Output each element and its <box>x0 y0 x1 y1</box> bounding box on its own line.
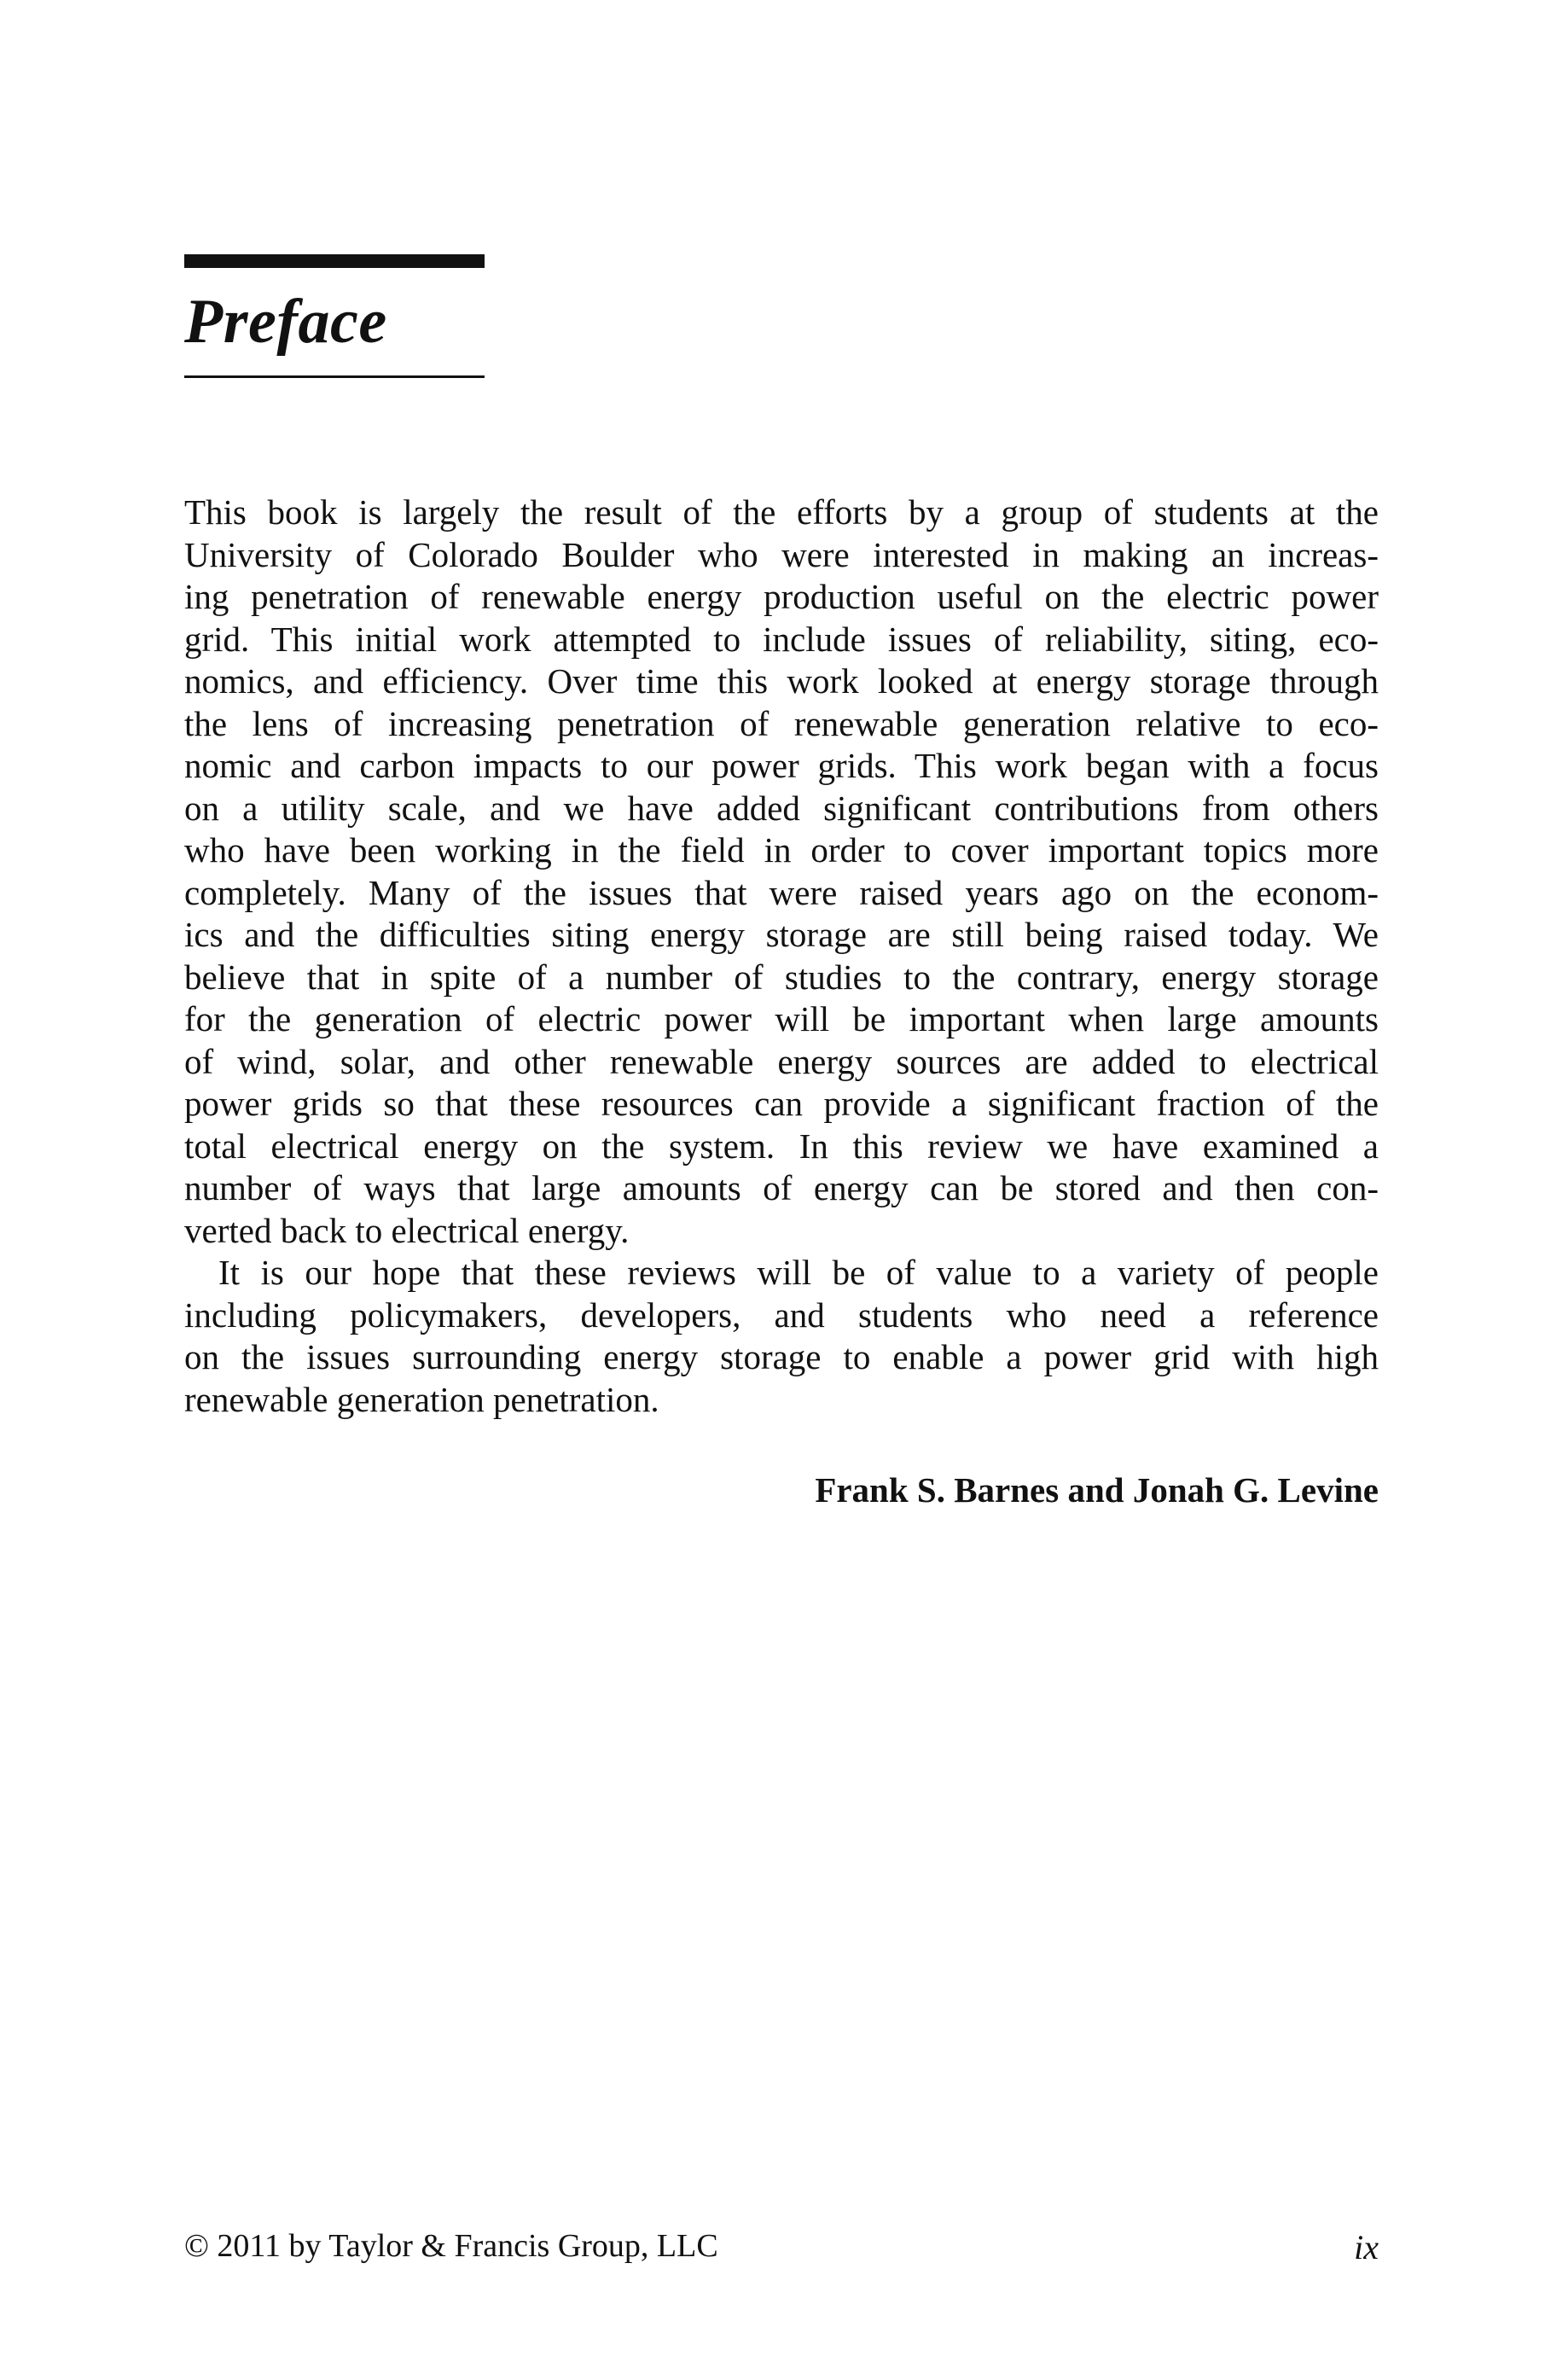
author-signature: Frank S. Barnes and Jonah G. Levine <box>815 1470 1379 1510</box>
page-number: ix <box>1354 2228 1379 2266</box>
text-line: believe that in spite of a number of studies to the contrary, energy storage <box>184 957 1379 997</box>
text-line: It is our hope that these reviews will be of value to a variety of people <box>218 1253 1379 1292</box>
text-line: on the issues surrounding energy storage to enable a power grid with high <box>184 1337 1379 1376</box>
text-line: who have been working in the field in order to cover important topics more <box>184 830 1379 870</box>
text-line: This book is largely the result of the efforts by a group of students at the <box>184 492 1379 532</box>
text-line: for the generation of electric power will be important when large amounts <box>184 999 1379 1039</box>
text-line: power grids so that these resources can provide a significant fraction of the <box>184 1084 1379 1123</box>
text-line: completely. Many of the issues that were raised years ago on the econom- <box>184 872 1379 912</box>
text-line: ics and the difficulties siting energy storage are still being raised today. We <box>184 915 1379 954</box>
paragraph-1 <box>184 492 1379 1252</box>
copyright-notice: © 2011 by Taylor & Francis Group, LLC <box>184 2228 718 2264</box>
text-line: the lens of increasing penetration of renewable generation relative to eco- <box>184 703 1379 743</box>
title-block <box>184 254 485 378</box>
text-line: ing penetration of renewable energy production useful on the electric power <box>184 577 1379 616</box>
body-text <box>184 492 1379 1421</box>
text-line: on a utility scale, and we have added significant contributions from others <box>184 788 1379 828</box>
text-line: University of Colorado Boulder who were interested in making an increas- <box>184 534 1379 574</box>
text-line: number of ways that large amounts of energy can be stored and then con- <box>184 1168 1379 1207</box>
title-rule-top <box>184 254 485 268</box>
title-rule-bottom <box>184 375 485 378</box>
page-title: Preface <box>184 287 387 357</box>
text-line: verted back to electrical energy. <box>184 1210 630 1250</box>
text-line: including policymakers, developers, and students who need a reference <box>184 1295 1379 1335</box>
text-line: of wind, solar, and other renewable energy sources are added to electrical <box>184 1041 1379 1081</box>
paragraph-2 <box>184 1252 1379 1421</box>
text-line: total electrical energy on the system. In this review we have examined a <box>184 1126 1379 1166</box>
text-line: renewable generation penetration. <box>184 1379 659 1419</box>
text-line: nomic and carbon impacts to our power grids. This work began with a focus <box>184 746 1379 785</box>
text-line: grid. This initial work attempted to include issues of reliability, siting, eco- <box>184 619 1379 659</box>
text-line: nomics, and efficiency. Over time this work looked at energy storage through <box>184 661 1379 701</box>
